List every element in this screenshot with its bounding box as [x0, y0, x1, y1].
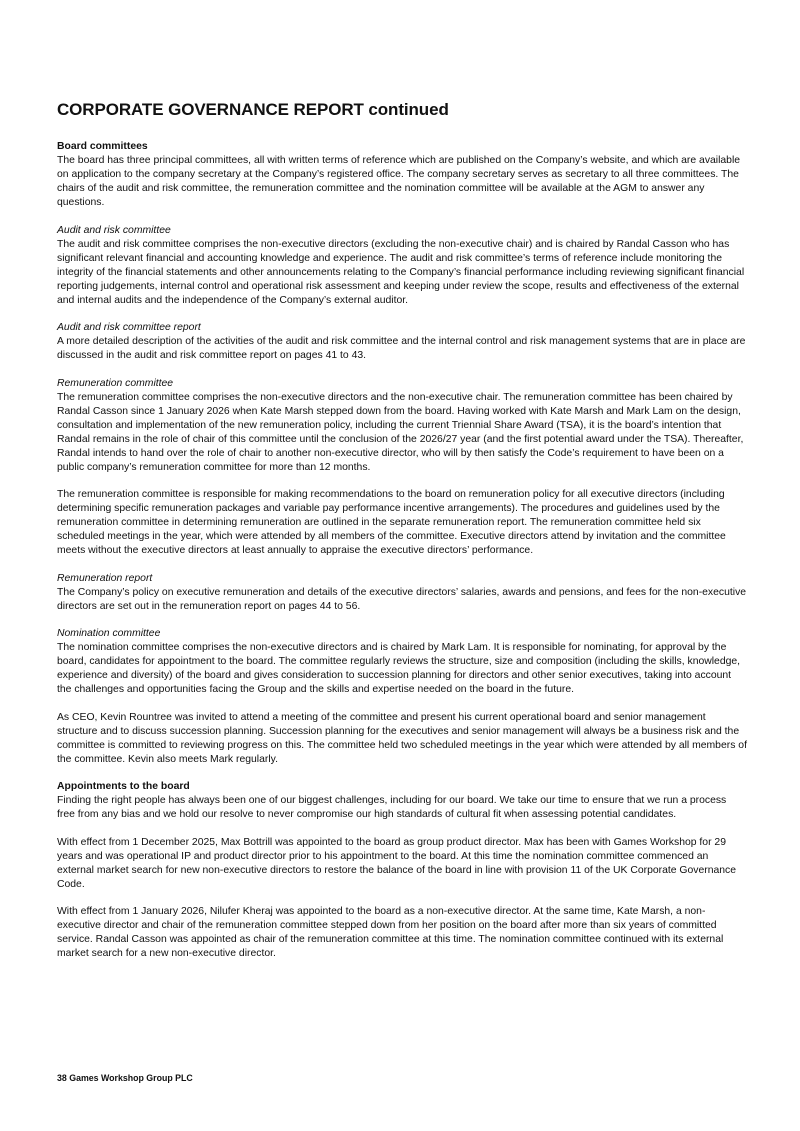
paragraph: The remuneration committee is responsible for making recommendations to the board on remuneration policy for all executive directors (including determining specific remuneration packages and variable pay performance incentive arrangements). The procedures and guidelines used by the remuneration committee in determining remuneration are outlined in the separate remuneration report. The remuneration committee held six scheduled meetings in the year, which were attended by all members of the committee. Executive directors attend by invitation and the committee meets without the executive directors at least annually to appraise the executive directors’ performance.: [57, 489, 726, 556]
page-footer: 38 Games Workshop Group PLC: [57, 1073, 193, 1083]
section-subheading: Audit and risk committee report: [57, 322, 201, 333]
paragraph: The remuneration committee comprises the non-executive directors and the non-executive chair. The remuneration committee has been chaired by Randal Casson since 1 January 2026 when Kate Marsh stepped down from the board. Having worked with Kate Marsh and Mark Lam on the design, consultation and implementation of the new remuneration policy, including the current Triennial Share Award (TSA), it is the board’s intention that Randal remains in the role of chair of this committee until the conclusion of the 2026/27 year (and the first potential award under the TSA). Thereafter, Randal intends to hand over the role of chair to another non-executive director, who will by then satisfy the Code’s requirement to have been on a public company’s remuneration committee for more than 12 months.: [57, 391, 744, 473]
page-title: CORPORATE GOVERNANCE REPORT continued: [57, 100, 449, 119]
section-audit-risk-committee: [57, 224, 747, 308]
paragraph: With effect from 1 December 2025, Max Bottrill was appointed to the board as group product director. Max has been with Games Workshop for 29 years and was operational IP and product director prior to his appointment to the board. At this time the nomination committee commenced an external market search for new non-executive directors to restore the balance of the board in line with provision 11 of the UK Corporate Governance Code.: [57, 836, 737, 890]
section-appointments: [57, 780, 747, 961]
section-subheading: Audit and risk committee: [57, 224, 171, 236]
paragraph: A more detailed description of the activities of the audit and risk committee and the internal control and risk management systems that are in place are discussed in the audit and risk committee report on pages 41 to 43.: [57, 336, 746, 361]
section-remuneration-report: [57, 572, 747, 614]
section-remuneration-committee: [57, 377, 747, 559]
paragraph: Finding the right people has always been one of our biggest challenges, including for our board. We take our time to ensure that we run a process free from any bias and we hold our resolve to never compromise our high standards of cultural fit when assessing potential candidates.: [57, 795, 727, 820]
section-board-committees: [57, 140, 747, 210]
section-heading: Appointments to the board: [57, 781, 190, 792]
section-subheading: Nomination committee: [57, 628, 161, 639]
section-audit-risk-report: [57, 321, 747, 363]
section-subheading: Remuneration committee: [57, 377, 174, 389]
document-page: [57, 100, 747, 975]
paragraph: As CEO, Kevin Rountree was invited to attend a meeting of the committee and present his current operational board and senior management structure and to discuss succession planning. Succession planning for the executives and senior management will always be a business risk and the committee is committed to reviewing progress on this. The committee held two scheduled meetings in the year which were attended by all members of the committee. Kevin also meets Mark regularly.: [57, 711, 747, 765]
section-heading: Board committees: [57, 141, 148, 152]
section-nomination-committee: [57, 627, 747, 767]
paragraph: The audit and risk committee comprises the non-executive directors (excluding the non-executive chair) and is chaired by Randal Casson who has significant relevant financial and accounting knowledge and experience. The audit and risk committee’s terms of reference include monitoring the integrity of the financial statements and other announcements relating to the Company’s financial performance including reviewing significant financial reporting judgements, internal control and operational risk assessment and keeping under review the scope, results and effectiveness of the external and internal audits and the independence of the Company’s external auditor.: [57, 238, 745, 306]
paragraph: With effect from 1 January 2026, Nilufer Kheraj was appointed to the board as a non-executive director. At the same time, Kate Marsh, a non-executive director and chair of the remuneration committee stepped down from her position on the board after more than six years of committed service. Randal Casson was appointed as chair of the remuneration committee at this time. The nomination committee continued with its external market search for a new non-executive director.: [57, 906, 724, 959]
section-subheading: Remuneration report: [57, 572, 153, 584]
paragraph: The nomination committee comprises the non-executive directors and is chaired by Mark Lam. It is responsible for nominating, for approval by the board, candidates for appointment to the board. The committee regularly reviews the structure, size and composition (including the skills, knowledge, experience and diversity) of the board and gives consideration to succession planning for directors and other senior executives, taking into account the challenges and opportunities facing the Group and the skills and expertise needed on the board in the future.: [57, 642, 741, 695]
paragraph: The board has three principal committees, all with written terms of reference which are published on the Company’s website, and which are available on application to the company secretary at the Company’s registered office. The company secretary serves as secretary to all three committees. The chairs of the audit and risk committee, the remuneration committee and the nomination committee will be available at the AGM to answer any questions.: [57, 155, 741, 208]
paragraph: The Company’s policy on executive remuneration and details of the executive directors’ salaries, awards and pensions, and fees for the non-executive directors are set out in the remuneration report on pages 44 to 56.: [57, 586, 747, 612]
